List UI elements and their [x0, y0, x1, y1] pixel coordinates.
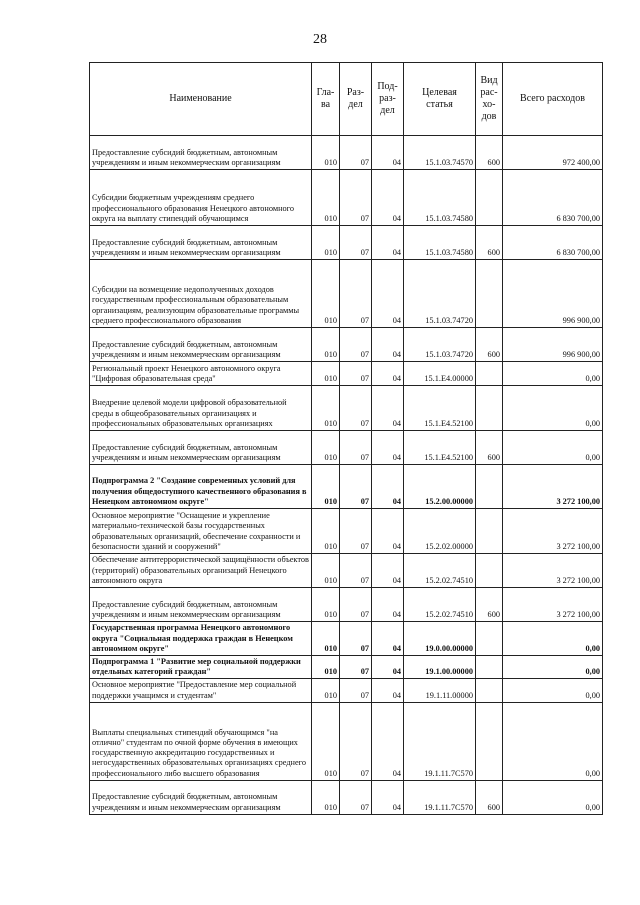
- row-glava: 010: [312, 588, 340, 622]
- row-total: 3 272 100,00: [503, 509, 603, 554]
- row-razdel: 07: [340, 622, 372, 656]
- row-glava: 010: [312, 679, 340, 702]
- header-statya: Целевая статья: [404, 63, 476, 136]
- row-total: 3 272 100,00: [503, 465, 603, 509]
- row-statya: 15.1.03.74580: [404, 170, 476, 226]
- row-name: Государственная программа Ненецкого автономного округа "Социальная поддержка граждан в Ненецком автономном округе": [90, 622, 312, 656]
- row-glava: 010: [312, 622, 340, 656]
- row-name: Субсидии на возмещение недополученных доходов государственным профессиональным образовательным организациям, реализующим образовательные программы среднего профессионального образования: [90, 260, 312, 328]
- header-total: Всего расходов: [503, 63, 603, 136]
- table-row: [90, 386, 603, 431]
- row-name: Предоставление субсидий бюджетным, автономным учреждениям и иным некоммерческим организациям: [90, 328, 312, 362]
- row-name: Основное мероприятие "Оснащение и укрепление материально-технической базы государственных образовательных организаций, обеспечение сохранности и безопасности зданий и сооружений": [90, 509, 312, 554]
- row-statya: 19.0.00.00000: [404, 622, 476, 656]
- row-podrazdel: 04: [372, 260, 404, 328]
- row-glava: 010: [312, 465, 340, 509]
- row-total: 0,00: [503, 386, 603, 431]
- row-podrazdel: 04: [372, 656, 404, 679]
- row-vid: 600: [476, 431, 503, 465]
- row-statya: 15.2.02.74510: [404, 554, 476, 588]
- row-statya: 15.2.02.74510: [404, 588, 476, 622]
- header-podrazdel: Под- раз- дел: [372, 63, 404, 136]
- row-total: 6 830 700,00: [503, 226, 603, 260]
- row-vid: [476, 622, 503, 656]
- row-vid: [476, 509, 503, 554]
- row-total: 0,00: [503, 362, 603, 386]
- row-total: 0,00: [503, 702, 603, 780]
- row-total: 0,00: [503, 679, 603, 702]
- row-vid: [476, 656, 503, 679]
- row-razdel: 07: [340, 465, 372, 509]
- row-glava: 010: [312, 362, 340, 386]
- row-glava: 010: [312, 554, 340, 588]
- row-vid: [476, 170, 503, 226]
- row-razdel: 07: [340, 509, 372, 554]
- row-podrazdel: 04: [372, 588, 404, 622]
- budget-table: [89, 62, 603, 815]
- table-row: [90, 588, 603, 622]
- row-name: Предоставление субсидий бюджетным, автономным учреждениям и иным некоммерческим организациям: [90, 226, 312, 260]
- table-row: [90, 554, 603, 588]
- row-podrazdel: 04: [372, 226, 404, 260]
- row-razdel: 07: [340, 328, 372, 362]
- row-total: 996 900,00: [503, 260, 603, 328]
- row-statya: 15.1.Е4.52100: [404, 386, 476, 431]
- row-name: Предоставление субсидий бюджетным, автономным учреждениям и иным некоммерческим организациям: [90, 431, 312, 465]
- row-vid: 600: [476, 780, 503, 814]
- row-vid: [476, 386, 503, 431]
- row-glava: 010: [312, 386, 340, 431]
- row-glava: 010: [312, 136, 340, 170]
- row-vid: 600: [476, 328, 503, 362]
- row-razdel: 07: [340, 260, 372, 328]
- table-row: [90, 509, 603, 554]
- table-row: [90, 170, 603, 226]
- row-razdel: 07: [340, 588, 372, 622]
- row-podrazdel: 04: [372, 386, 404, 431]
- row-total: 3 272 100,00: [503, 554, 603, 588]
- row-glava: 010: [312, 226, 340, 260]
- table-row: [90, 622, 603, 656]
- row-glava: 010: [312, 260, 340, 328]
- page-number: 28: [313, 32, 327, 47]
- row-statya: 15.2.02.00000: [404, 509, 476, 554]
- row-statya: 19.1.11.7С570: [404, 780, 476, 814]
- row-statya: 15.2.00.00000: [404, 465, 476, 509]
- row-vid: 600: [476, 588, 503, 622]
- row-total: 0,00: [503, 780, 603, 814]
- row-vid: [476, 702, 503, 780]
- table-row: [90, 328, 603, 362]
- row-statya: 19.1.00.00000: [404, 656, 476, 679]
- row-total: 0,00: [503, 431, 603, 465]
- row-razdel: 07: [340, 656, 372, 679]
- table-row: [90, 226, 603, 260]
- row-total: 0,00: [503, 656, 603, 679]
- table-row: [90, 656, 603, 679]
- row-glava: 010: [312, 656, 340, 679]
- row-razdel: 07: [340, 431, 372, 465]
- row-razdel: 07: [340, 780, 372, 814]
- row-glava: 010: [312, 702, 340, 780]
- row-statya: 15.1.03.74720: [404, 260, 476, 328]
- row-razdel: 07: [340, 386, 372, 431]
- row-name: Обеспечение антитеррористической защищённости объектов (территорий) образовательных организаций Ненецкого автономного округа: [90, 554, 312, 588]
- row-name: Выплаты специальных стипендий обучающимся "на отлично" студентам по очной форме обучения в имеющих государственную аккредитацию государственных и негосударственных образовательных организациях среднего профессионального либо высшего образования: [90, 702, 312, 780]
- row-statya: 15.1.Е4.00000: [404, 362, 476, 386]
- row-podrazdel: 04: [372, 509, 404, 554]
- row-name: Региональный проект Ненецкого автономного округа "Цифровая образовательная среда": [90, 362, 312, 386]
- table-row: [90, 465, 603, 509]
- header-name: Наименование: [90, 63, 312, 136]
- row-name: Внедрение целевой модели цифровой образовательной среды в общеобразовательных организациях и профессиональных образовательных организациях: [90, 386, 312, 431]
- row-statya: 15.1.03.74580: [404, 226, 476, 260]
- table-row: [90, 362, 603, 386]
- row-total: 3 272 100,00: [503, 588, 603, 622]
- row-statya: 15.1.03.74570: [404, 136, 476, 170]
- row-name: Основное мероприятие "Предоставление мер социальной поддержки учащимся и студентам": [90, 679, 312, 702]
- row-name: Предоставление субсидий бюджетным, автономным учреждениям и иным некоммерческим организациям: [90, 136, 312, 170]
- header-razdel: Раз- дел: [340, 63, 372, 136]
- row-podrazdel: 04: [372, 780, 404, 814]
- row-name: Подпрограмма 2 "Создание современных условий для получения общедоступного качественного образования в Ненецком автономном округе": [90, 465, 312, 509]
- row-vid: [476, 362, 503, 386]
- table-row: [90, 780, 603, 814]
- row-vid: [476, 554, 503, 588]
- row-statya: 19.1.11.7С570: [404, 702, 476, 780]
- row-podrazdel: 04: [372, 679, 404, 702]
- table-row: [90, 679, 603, 702]
- row-podrazdel: 04: [372, 702, 404, 780]
- row-podrazdel: 04: [372, 622, 404, 656]
- row-name: Подпрограмма 1 "Развитие мер социальной поддержки отдельных категорий граждан": [90, 656, 312, 679]
- row-podrazdel: 04: [372, 465, 404, 509]
- table-row: [90, 136, 603, 170]
- row-total: 6 830 700,00: [503, 170, 603, 226]
- row-razdel: 07: [340, 362, 372, 386]
- row-razdel: 07: [340, 679, 372, 702]
- table-row: [90, 431, 603, 465]
- row-vid: [476, 679, 503, 702]
- row-glava: 010: [312, 170, 340, 226]
- row-vid: 600: [476, 226, 503, 260]
- row-glava: 010: [312, 328, 340, 362]
- row-statya: 15.1.03.74720: [404, 328, 476, 362]
- row-vid: 600: [476, 136, 503, 170]
- table-row: [90, 702, 603, 780]
- row-podrazdel: 04: [372, 136, 404, 170]
- row-podrazdel: 04: [372, 431, 404, 465]
- table-row: [90, 260, 603, 328]
- row-razdel: 07: [340, 702, 372, 780]
- table-body: [90, 136, 603, 815]
- row-razdel: 07: [340, 170, 372, 226]
- row-vid: [476, 260, 503, 328]
- table-header-row: [90, 63, 603, 136]
- row-razdel: 07: [340, 554, 372, 588]
- row-total: 972 400,00: [503, 136, 603, 170]
- row-total: 0,00: [503, 622, 603, 656]
- header-glava: Гла- ва: [312, 63, 340, 136]
- header-vid: Вид рас- хо- дов: [476, 63, 503, 136]
- row-glava: 010: [312, 780, 340, 814]
- row-podrazdel: 04: [372, 362, 404, 386]
- row-podrazdel: 04: [372, 170, 404, 226]
- row-total: 996 900,00: [503, 328, 603, 362]
- row-podrazdel: 04: [372, 328, 404, 362]
- row-razdel: 07: [340, 136, 372, 170]
- row-name: Субсидии бюджетным учреждениям среднего профессионального образования Ненецкого автономного округа на выплату стипендий обучающимся: [90, 170, 312, 226]
- row-name: Предоставление субсидий бюджетным, автономным учреждениям и иным некоммерческим организациям: [90, 780, 312, 814]
- row-glava: 010: [312, 509, 340, 554]
- row-podrazdel: 04: [372, 554, 404, 588]
- row-vid: [476, 465, 503, 509]
- row-glava: 010: [312, 431, 340, 465]
- row-statya: 15.1.Е4.52100: [404, 431, 476, 465]
- row-statya: 19.1.11.00000: [404, 679, 476, 702]
- row-name: Предоставление субсидий бюджетным, автономным учреждениям и иным некоммерческим организациям: [90, 588, 312, 622]
- row-razdel: 07: [340, 226, 372, 260]
